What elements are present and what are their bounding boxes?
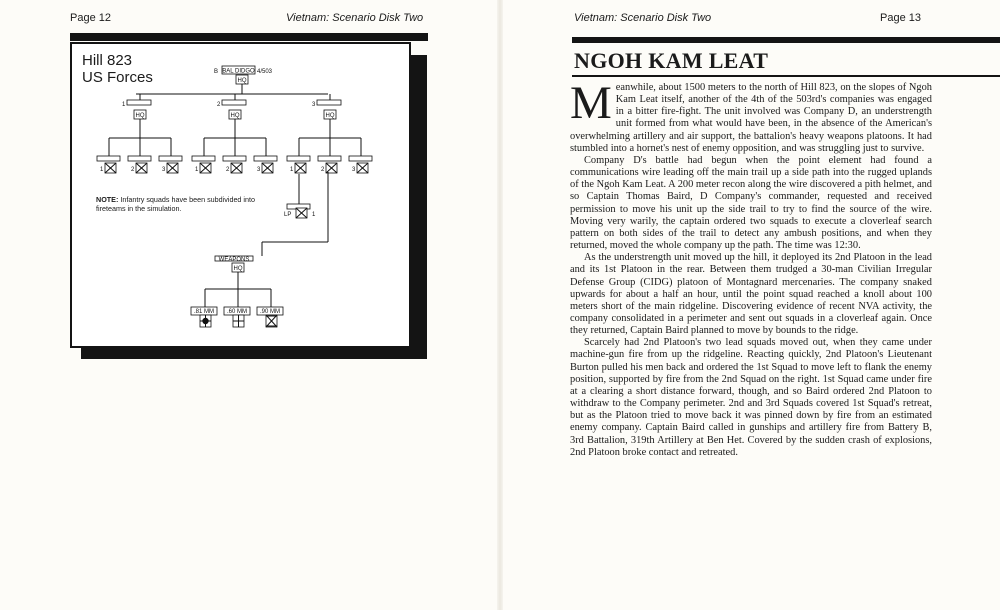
platoon-number: 1 <box>122 102 126 108</box>
right-page <box>500 0 1000 610</box>
unit-bar <box>349 156 372 161</box>
lp-number: 1 <box>312 212 316 218</box>
unit-bar <box>127 100 151 105</box>
diagram-top-bar <box>70 33 428 41</box>
diagram-title: Hill 823 <box>82 52 133 69</box>
title-bar <box>572 37 1000 43</box>
weapons-label: WEAPONS <box>218 257 250 263</box>
mortar-label: .90 MM <box>259 309 281 315</box>
unit-bar <box>222 100 246 105</box>
unit-bar <box>192 156 215 161</box>
lp-label: LP <box>284 212 292 218</box>
drop-cap: M <box>570 77 612 129</box>
battalion-unit: BAL DIDGO <box>222 68 255 75</box>
battalion-id: 4/503 <box>257 69 273 75</box>
squad-number: 1 <box>195 167 199 173</box>
unit-bar <box>254 156 277 161</box>
mortar-label: .81 MM <box>193 309 215 315</box>
hq-label: HQ <box>230 113 240 119</box>
squad-number: 2 <box>131 167 135 173</box>
paragraph-1 <box>570 77 932 155</box>
diagram-subtitle: US Forces <box>82 69 153 86</box>
title-rule <box>572 75 1000 77</box>
squad-number: 3 <box>162 167 166 173</box>
article-title: NGOH KAM LEAT <box>574 48 769 73</box>
note-label: NOTE: <box>96 195 119 204</box>
unit-bar <box>287 156 310 161</box>
platoon-number: 2 <box>217 102 221 108</box>
hq-label: HQ <box>237 78 247 84</box>
squad-number: 1 <box>100 167 104 173</box>
paragraph-text: eanwhile, about 1500 meters to the north of Hill 823, on the slopes of Ngoh Kam Leat itself, another of the 4th of the 503rd's companies was engaged in a bitter fire-fight. The unit involved was Company D, an understrength unit formed from what would have been, in the absence of the American's overwhelming artillery and air support, the battalion's heavy weapons platoons. It had stumbled into a hornet's nest of enemy opposition, and was struggling just to survive. <box>570 82 932 154</box>
mortar-label: .60 MM <box>226 309 248 315</box>
hq-label: HQ <box>233 266 243 272</box>
page-number: Page 13 <box>880 12 921 24</box>
paragraph-3: As the understrength unit moved up the hill, it deployed its 2nd Platoon in the lead and its 1st Platoon in the rear. Between them trudged a 30-man Civilian Irregular Defense Group (CIDG) platoon of Montagnard mercenaries. The company snaked upwards for about a half an hour, until the point squad reached a knoll about 100 meters short of the main ridgeline. Discovering evidence of recent NVA activity, the company consolidated in a perimeter and sent out squads in a cloverleaf again. Once they returned, Captain Baird planned to move by bounds to the ridge. <box>570 252 932 337</box>
hq-label: HQ <box>135 113 145 119</box>
squad-number: 2 <box>321 167 325 173</box>
unit-bar <box>317 100 341 105</box>
paragraph-2: Company D's battle had begun when the point element had found a communications wire leading off the main trail up a side path into the rugged uplands of the Ngoh Kam Leat. A 200 meter recon along the wire discovered a pith helmet, and so Captain Thomas Baird, D Company's commander, requested and received permission to move his unit up the side trail to try to find the source of the wire. Moving very warily, the captain ordered two squads to execute a cloverleaf search pattern on both sides of the trail to detect any ambush positions, and when they returned, moved the whole company up the path. The time was 12:30. <box>570 154 932 252</box>
unit-bar <box>318 156 341 161</box>
squad-number: 1 <box>290 167 294 173</box>
unit-bar <box>223 156 246 161</box>
squad-number: 3 <box>257 167 261 173</box>
hq-label: HQ <box>325 113 335 119</box>
article-body <box>570 77 932 459</box>
running-title: Vietnam: Scenario Disk Two <box>574 12 712 24</box>
unit-bar <box>97 156 120 161</box>
note-text: Infantry squads have been subdivided into fireteams in the simulation. <box>96 195 256 213</box>
org-chart <box>70 42 411 348</box>
platoon-number: 3 <box>312 102 316 108</box>
unit-bar <box>128 156 151 161</box>
squad-number: 3 <box>352 167 356 173</box>
org-chart-svg <box>72 44 409 346</box>
battalion-prefix: B <box>214 69 219 75</box>
paragraph-4: Scarcely had 2nd Platoon's two lead squads moved out, when they came under machine-gun fire from up the ridgeline. Reacting quickly, 2nd Platoon's Lieutenant Burton pulled his men back and ordered the 1st Squad to move left to flank the enemy position, supported by fire from the 2nd Squad on the right. 1st Squad came under fire at a clearing a short distance forward, though, and so Baird ordered 2nd Platoon to withdraw to the Company perimeter. 2nd and 3rd Squads covered 1st Squad's retreat, but as the Platoon tried to move back it was pinned down by fire from an estimated enemy company. Captain Baird called in gunships and artillery fire from Battery B, 3rd Battalion, 319th Artillery at Ben Het. Covered by the sudden crash of explosions, 2nd Platoon broke contact and retreated. <box>570 337 932 458</box>
page-number: Page 12 <box>70 12 111 24</box>
unit-bar <box>159 156 182 161</box>
running-title: Vietnam: Scenario Disk Two <box>286 12 424 24</box>
squad-number: 2 <box>226 167 230 173</box>
